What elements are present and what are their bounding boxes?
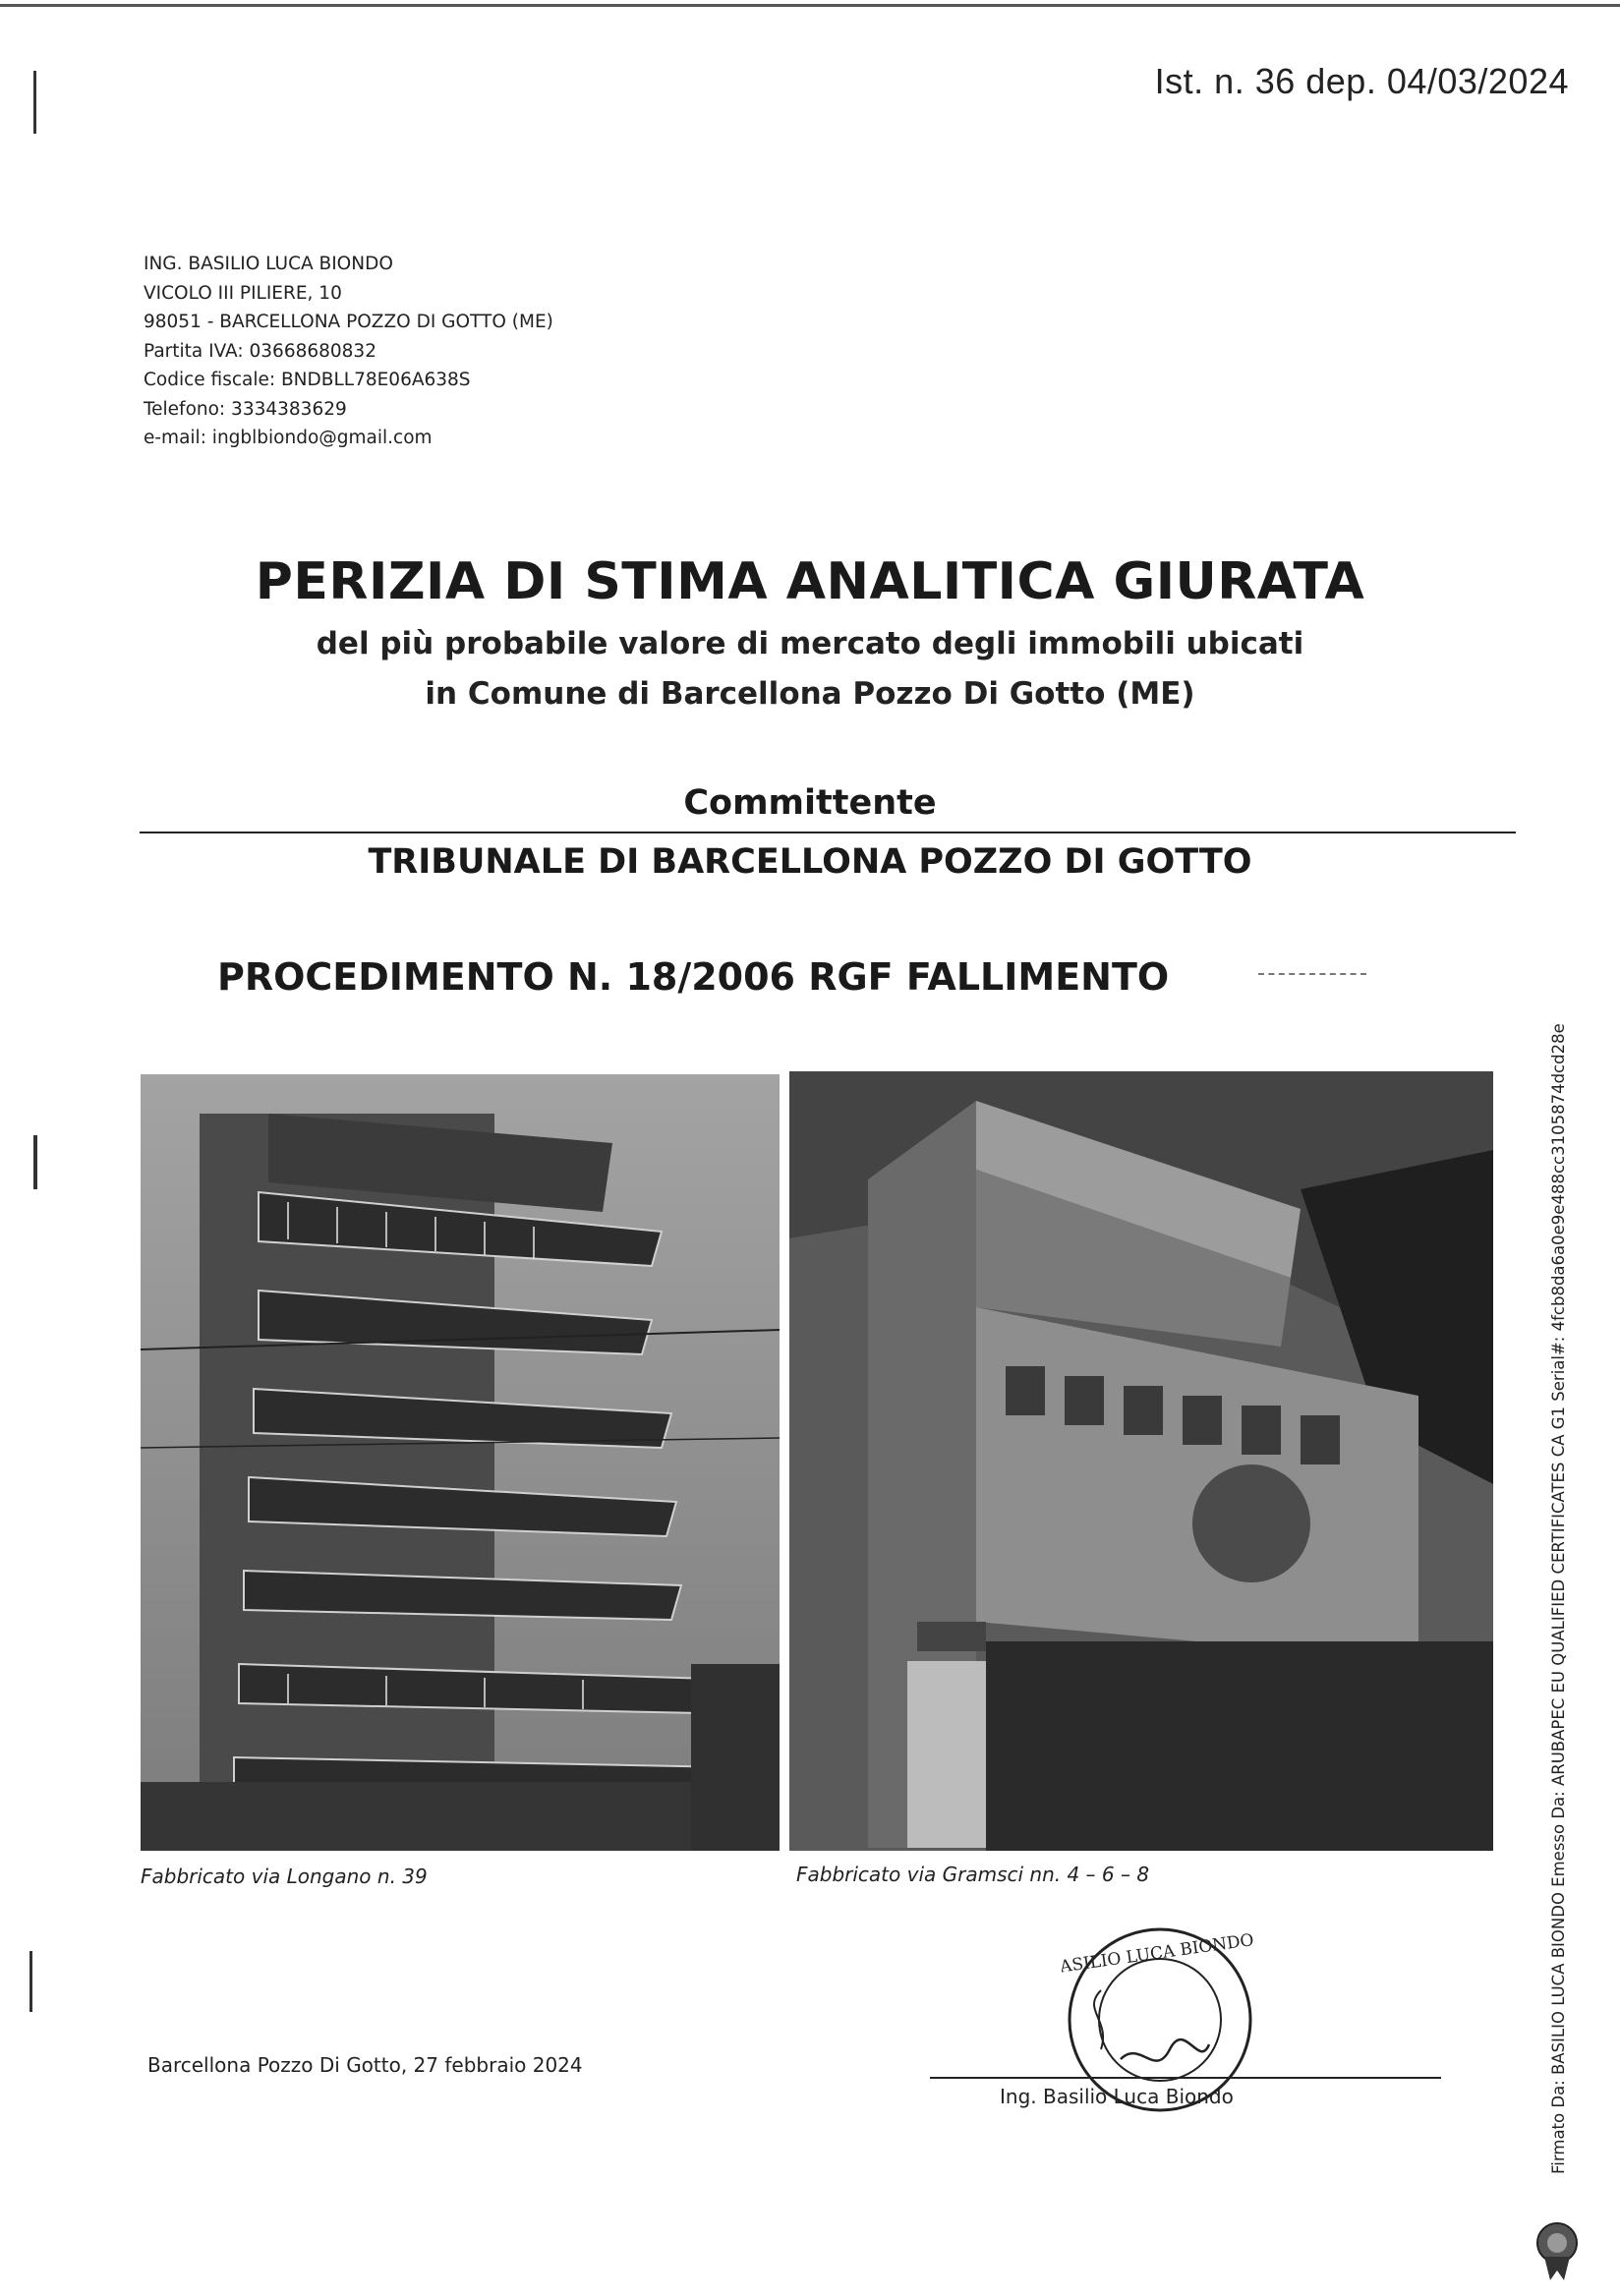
svg-text:BASILIO LUCA BIONDO: BASILIO LUCA BIONDO	[1062, 1930, 1255, 1980]
scan-margin-mark	[33, 1135, 37, 1189]
author-name: ING. BASILIO LUCA BIONDO	[144, 254, 393, 274]
scan-margin-mark	[29, 1951, 32, 2012]
signer-name: Ing. Basilio Luca Biondo	[1000, 2085, 1234, 2108]
photo-caption-longano: Fabbricato via Longano n. 39	[141, 1865, 428, 1888]
scan-top-rule	[0, 4, 1620, 7]
author-email: e-mail: ingblbiondo@gmail.com	[144, 428, 433, 448]
signature-line	[930, 2077, 1441, 2079]
author-header	[144, 250, 553, 453]
document-subtitle-line1: del più probabile valore di mercato degli immobili ubicati	[316, 626, 1304, 661]
author-city: 98051 - BARCELLONA POZZO DI GOTTO (ME)	[144, 312, 553, 332]
author-vat: Partita IVA: 03668680832	[144, 340, 376, 362]
deposit-reference: Ist. n. 36 dep. 04/03/2024	[1154, 61, 1569, 101]
committente-name: TRIBUNALE DI BARCELLONA POZZO DI GOTTO	[368, 842, 1252, 882]
author-address: VICOLO III PILIERE, 10	[144, 282, 342, 304]
scan-dash-mark	[1258, 973, 1366, 975]
document-subtitle-line2: in Comune di Barcellona Pozzo Di Gotto (ME)	[425, 676, 1195, 712]
commercial-building-photo	[789, 1071, 1493, 1851]
procedimento-number: PROCEDIMENTO N. 18/2006 RGF FALLIMENTO	[217, 955, 1170, 999]
author-phone: Telefono: 3334383629	[144, 398, 347, 420]
certificate-badge	[1529, 2217, 1586, 2280]
residential-tower-photo	[141, 1074, 780, 1851]
photo-caption-gramsci: Fabbricato via Gramsci nn. 4 – 6 – 8	[796, 1863, 1150, 1886]
committente-divider	[140, 832, 1516, 833]
document-title: PERIZIA DI STIMA ANALITICA GIURATA	[255, 552, 1365, 611]
certificate-badge-icon	[1529, 2217, 1586, 2280]
digital-signature-note: Firmato Da: BASILIO LUCA BIONDO Emesso Da: ARUBAPEC EU QUALIFIED CERTIFICATES CA G1 Serial#: 4fcb8da6a0e9e488cc3105874dcd28e	[1549, 1023, 1568, 2174]
place-and-date: Barcellona Pozzo Di Gotto, 27 febbraio 2024	[147, 2053, 583, 2077]
scan-margin-mark	[33, 71, 36, 134]
photo-via-gramsci	[789, 1071, 1493, 1851]
author-tax-code: Codice fiscale: BNDBLL78E06A638S	[144, 370, 471, 390]
photo-via-longano	[141, 1074, 780, 1851]
committente-label: Committente	[683, 783, 937, 823]
